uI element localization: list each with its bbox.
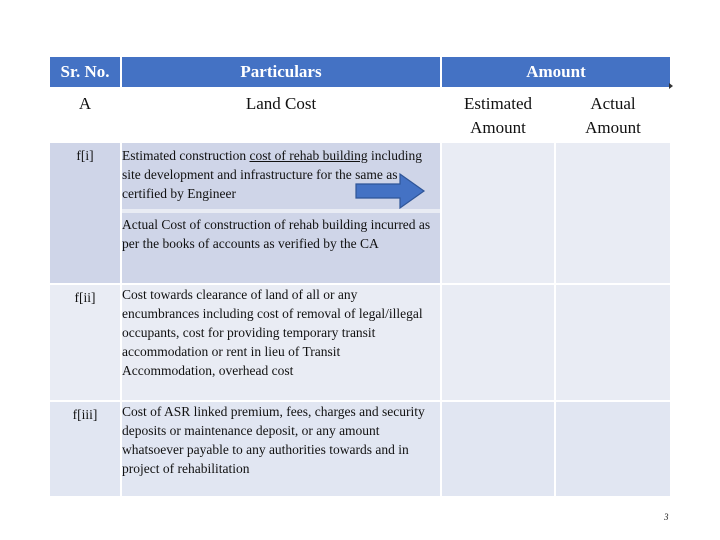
header-amount: Amount [442, 57, 670, 87]
row-4-actual-amount [556, 402, 670, 496]
header-particulars: Particulars [122, 57, 440, 87]
right-arrow-icon [354, 172, 426, 210]
header-sr-no: Sr. No. [50, 57, 120, 87]
row-4-sr: f[iii] [50, 402, 120, 496]
row-1-sr: f[i] [50, 143, 120, 283]
row-4-particulars: Cost of ASR linked premium, fees, charges and security deposits or maintenance deposit, or any amount whatsoever payable to any authorities towards and in project of rehabilitation [122, 402, 440, 496]
row-1-text-after: including site development and infrastructure for the same as certified by Engineer [122, 148, 422, 201]
row-3-particulars: Cost towards clearance of land of all or any encumbrances including cost of removal of legal/illegal occupants, cost for providing temporary transit accommodation or rent in lieu of Transit Accommodation, overhead cost [122, 285, 440, 400]
row-1-actual-amount [556, 143, 670, 283]
row-4-estimated-amount [442, 402, 554, 496]
row-1-text-underlined: cost of rehab building [249, 148, 368, 163]
row-3-sr: f[ii] [50, 285, 120, 400]
actual-amount-header: Actual Amount [556, 89, 670, 141]
page-number: 3 [664, 512, 669, 522]
section-label: A [50, 89, 120, 141]
section-title: Land Cost [122, 89, 440, 141]
row-3-estimated-amount [442, 285, 554, 400]
estimated-amount-header: Estimated Amount [442, 89, 554, 141]
row-1-estimated-amount [442, 143, 554, 283]
row-2-particulars: Actual Cost of construction of rehab building incurred as per the books of accounts as verified by the CA [122, 213, 440, 283]
row-3-actual-amount [556, 285, 670, 400]
row-1-text-before: Estimated construction [122, 148, 250, 163]
